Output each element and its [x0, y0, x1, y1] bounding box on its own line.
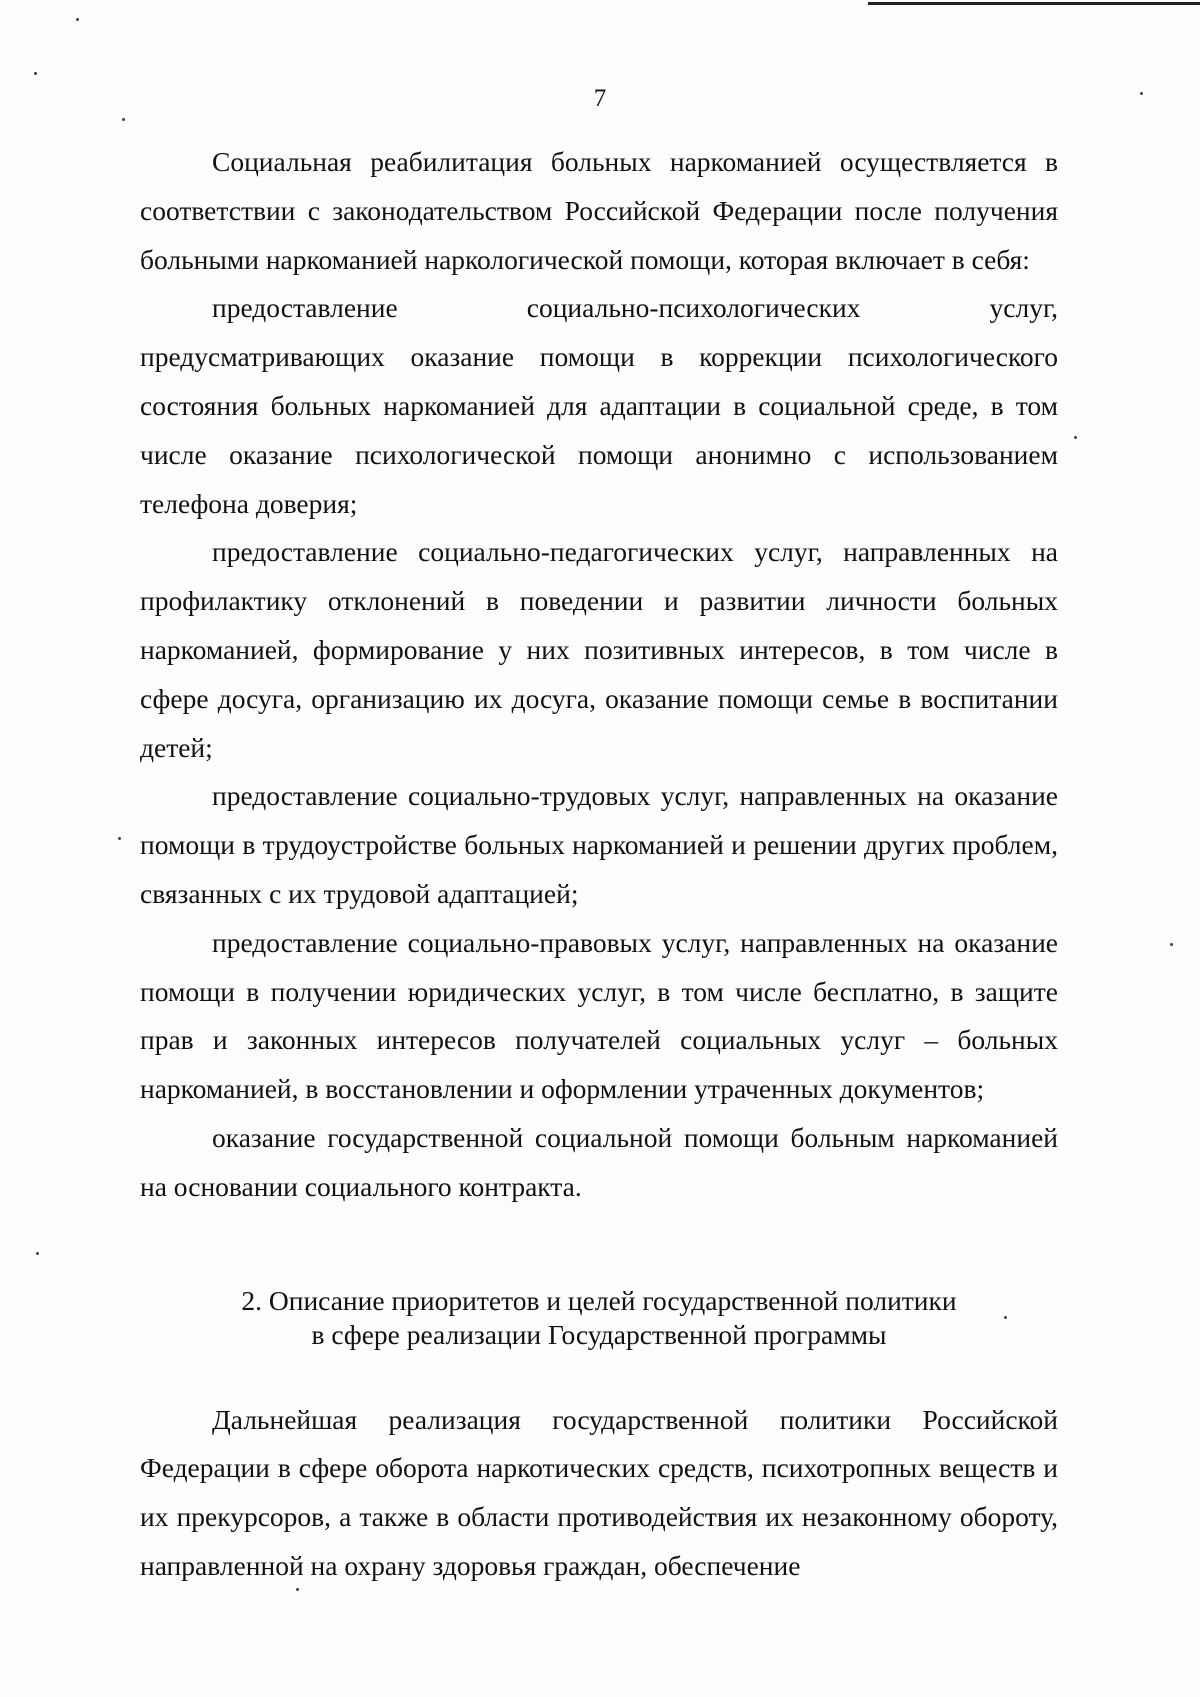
scan-speck	[1004, 1316, 1007, 1319]
paragraph-psychological-services: предоставление социально-психологических услуг, предусматривающих оказание помощи в коррекции психологического состояния больных наркоманией для адаптации в социальной среде, в том числе оказание психологической помощи анонимно с использованием телефона доверия;	[140, 292, 1058, 519]
scan-speck	[1170, 943, 1173, 946]
section-heading-line-1: 2. Описание приоритетов и целей государственной политики	[241, 1284, 957, 1316]
scan-speck	[1140, 92, 1143, 95]
section-heading	[140, 1284, 1058, 1352]
section-heading-line-2: в сфере реализации Государственной программы	[311, 1318, 887, 1350]
scan-speck	[36, 1252, 39, 1255]
page-number: 7	[593, 85, 607, 112]
scan-speck	[122, 118, 125, 121]
document-body	[140, 138, 1058, 1591]
paragraph-social-contract: оказание государственной социальной помощи больным наркоманией на основании социального контракта.	[140, 1121, 1058, 1202]
scan-speck	[34, 72, 37, 75]
paragraph-pedagogical-services: предоставление социально-педагогических услуг, направленных на профилактику отклонений в поведении и развитии личности больных наркоманией, формирование у них позитивных интересов, в том числе в сфере досуга, организацию их досуга, оказание помощи семье в воспитании детей;	[140, 536, 1058, 763]
scan-speck	[296, 1588, 299, 1591]
scan-speck	[1074, 436, 1077, 439]
top-edge-rule	[868, 2, 1200, 5]
scan-speck	[118, 837, 121, 840]
paragraph-legal-services: предоставление социально-правовых услуг, направленных на оказание помощи в получении юридических услуг, в том числе бесплатно, в защите прав и законных интересов получателей социальных услуг – больных наркоманией, в восстановлении и оформлении утраченных документов;	[140, 926, 1058, 1105]
paragraph-intro: Социальная реабилитация больных наркоманией осуществляется в соответствии с законодательством Российской Федерации после получения больными наркоманией наркологической помощи, которая включает в себя:	[140, 146, 1058, 275]
scan-speck	[76, 18, 79, 21]
paragraph-labor-services: предоставление социально-трудовых услуг, направленных на оказание помощи в трудоустройстве больных наркоманией и решении других проблем, связанных с их трудовой адаптацией;	[140, 780, 1058, 909]
paragraph-policy-continuation: Дальнейшая реализация государственной политики Российской Федерации в сфере оборота наркотических средств, психотропных веществ и их прекурсоров, а также в области противодействия их незаконному обороту, направленной на охрану здоровья граждан, обеспечение	[140, 1403, 1058, 1581]
